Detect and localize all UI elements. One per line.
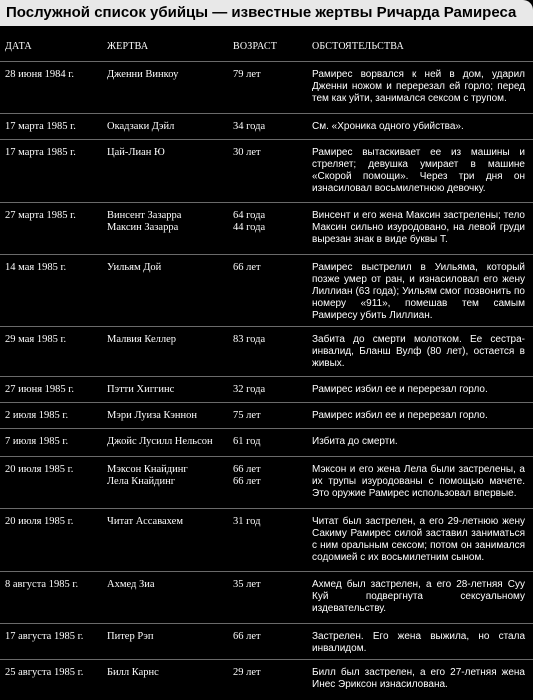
- cell-victim: [107, 262, 231, 274]
- cell-circumstances: Застрелен. Его жена выжила, но стала инвалидом.: [312, 631, 525, 654]
- cell-date: 28 июня 1984 г.: [5, 69, 75, 80]
- victim-name: Пэтти Хиггинс: [107, 384, 175, 395]
- cell-victim: [107, 69, 231, 81]
- cell-victim: [107, 384, 231, 396]
- table-row: [0, 428, 533, 457]
- table-row: [0, 113, 533, 140]
- cell-date: 17 марта 1985 г.: [5, 121, 76, 132]
- victim-name: Цай-Лиан Ю: [107, 147, 165, 158]
- victim-age: 66 лет: [233, 631, 261, 642]
- cell-date: 7 июля 1985 г.: [5, 436, 69, 447]
- table-row: [0, 623, 533, 660]
- cell-age: [233, 69, 309, 81]
- table-row: [0, 139, 533, 203]
- victim-age: 79 лет: [233, 69, 261, 80]
- cell-age: [233, 464, 309, 488]
- cell-age: [233, 631, 309, 643]
- victim-name: Лела Кнайдинг: [107, 476, 176, 487]
- victim-name: Уильям Дой: [107, 262, 162, 273]
- page-title: Послужной список убийцы — известные жертвы Ричарда Рамиреса: [6, 4, 517, 21]
- victim-age: 83 года: [233, 334, 266, 345]
- table-row: [0, 456, 533, 509]
- cell-victim: [107, 579, 231, 591]
- victim-name: Билл Карнс: [107, 667, 159, 678]
- cell-age: [233, 147, 309, 159]
- victim-age: 32 года: [233, 384, 266, 395]
- cell-victim: [107, 147, 231, 159]
- cell-age: [233, 410, 309, 422]
- victim-age: 44 года: [233, 222, 266, 233]
- victim-name: Мэри Луиза Кэннон: [107, 410, 197, 421]
- victim-age: 66 лет: [233, 464, 261, 475]
- cell-circumstances: Забита до смерти молотком. Ее сестра-инвалид, Бланш Вулф (80 лет), остается в живых.: [312, 334, 525, 369]
- cell-age: [233, 516, 309, 528]
- victim-name: Мэксон Кнайдинг: [107, 464, 188, 475]
- cell-victim: [107, 436, 231, 448]
- cell-date: 20 июля 1985 г.: [5, 516, 74, 527]
- victim-age: 61 год: [233, 436, 261, 447]
- victims-table: [0, 26, 533, 699]
- table-row: [0, 659, 533, 700]
- victim-name: Дженни Винкоу: [107, 69, 179, 80]
- victim-age: 34 года: [233, 121, 266, 132]
- cell-age: [233, 121, 309, 133]
- victim-name: Джойс Лусилл Нельсон: [107, 436, 213, 447]
- cell-circumstances: Винсент и его жена Максин застрелены; тело Максин сильно изуродовано, на левой груди вырезан знак в виде буквы Т.: [312, 210, 525, 245]
- cell-date: 29 мая 1985 г.: [5, 334, 67, 345]
- cell-date: 25 августа 1985 г.: [5, 667, 84, 678]
- cell-age: [233, 210, 309, 234]
- victim-name: Малвия Келлер: [107, 334, 177, 345]
- cell-circumstances: Рамирес избил ее и перерезал горло.: [312, 410, 488, 421]
- cell-date: 20 июля 1985 г.: [5, 464, 74, 475]
- cell-circumstances: Рамирес ворвался к ней в дом, ударил Дженни ножом и перерезал ей горло; перед тем как уйти, занимался сексом с трупом.: [312, 69, 525, 104]
- victim-age: 66 лет: [233, 262, 261, 273]
- cell-date: 17 августа 1985 г.: [5, 631, 84, 642]
- cell-victim: [107, 631, 231, 643]
- victim-name: Питер Рэп: [107, 631, 154, 642]
- victim-age: 31 год: [233, 516, 261, 527]
- table-row: [0, 61, 533, 114]
- header-circumstances: ОБСТОЯТЕЛЬСТВА: [312, 41, 404, 52]
- cell-age: [233, 667, 309, 679]
- victim-age: 35 лет: [233, 579, 261, 590]
- cell-age: [233, 579, 309, 591]
- cell-victim: [107, 667, 231, 679]
- table-row: [0, 254, 533, 327]
- victim-name: Максин Зазарра: [107, 222, 179, 233]
- table-row: [0, 402, 533, 429]
- table-row: [0, 376, 533, 403]
- cell-circumstances: Читат был застрелен, а его 29-летнюю жену Сакиму Рамирес силой заставил заниматься с ним оральным сексом; потом он занимался содомией с их восьмилетним сыном.: [312, 516, 525, 563]
- victim-name: Читат Ассавахем: [107, 516, 183, 527]
- victim-age: 66 лет: [233, 476, 261, 487]
- table-row: [0, 202, 533, 255]
- cell-age: [233, 334, 309, 346]
- cell-circumstances: Рамирес избил ее и перерезал горло.: [312, 384, 488, 395]
- cell-circumstances: Рамирес выстрелил в Уильяма, который позже умер от ран, и изнасиловал его жену Лиллиан (63 года); Уильям смог позвонить по номеру «911», помешав тем самым Рамиресу убить Лиллиан.: [312, 262, 525, 321]
- cell-date: 14 мая 1985 г.: [5, 262, 67, 273]
- victim-age: 30 лет: [233, 147, 261, 158]
- victim-age: 64 года: [233, 210, 266, 221]
- table-row: [0, 571, 533, 624]
- title-bar: [0, 0, 533, 26]
- victim-name: Окадзаки Дэйл: [107, 121, 175, 132]
- cell-date: 27 марта 1985 г.: [5, 210, 76, 221]
- header-victim: ЖЕРТВА: [107, 41, 149, 52]
- victim-name: Ахмед Зиа: [107, 579, 155, 590]
- cell-circumstances: Ахмед был застрелен, а его 28-летняя Суу Куй подвергнута сексуальному издевательству.: [312, 579, 525, 614]
- cell-date: 17 марта 1985 г.: [5, 147, 76, 158]
- victim-age: 29 лет: [233, 667, 261, 678]
- cell-victim: [107, 210, 231, 234]
- cell-age: [233, 436, 309, 448]
- victim-name: Винсент Зазарра: [107, 210, 182, 221]
- cell-date: 8 августа 1985 г.: [5, 579, 79, 590]
- cell-circumstances: Билл был застрелен, а его 27-летняя жена Инес Эриксон изнасилована.: [312, 667, 525, 690]
- cell-age: [233, 262, 309, 274]
- victim-age: 75 лет: [233, 410, 261, 421]
- cell-circumstances: Избита до смерти.: [312, 436, 398, 447]
- header-date: ДАТА: [5, 41, 32, 52]
- cell-circumstances: См. «Хроника одного убийства».: [312, 121, 464, 132]
- cell-date: 2 июля 1985 г.: [5, 410, 69, 421]
- cell-date: 27 июня 1985 г.: [5, 384, 75, 395]
- cell-victim: [107, 334, 231, 346]
- cell-circumstances: Рамирес вытаскивает ее из машины и стреляет; девушка умирает в машине «Скорой помощи». Через три дня он изнасиловал восьмилетнюю девочку.: [312, 147, 525, 194]
- cell-victim: [107, 516, 231, 528]
- table-row: [0, 326, 533, 377]
- cell-age: [233, 384, 309, 396]
- cell-circumstances: Мэксон и его жена Лела были застрелены, а их трупы изуродованы с помощью мачете. Это оружие Рамирес использовал впервые.: [312, 464, 525, 499]
- table-row: [0, 508, 533, 572]
- cell-victim: [107, 464, 231, 488]
- header-age: ВОЗРАСТ: [233, 41, 278, 52]
- cell-victim: [107, 121, 231, 133]
- cell-victim: [107, 410, 231, 422]
